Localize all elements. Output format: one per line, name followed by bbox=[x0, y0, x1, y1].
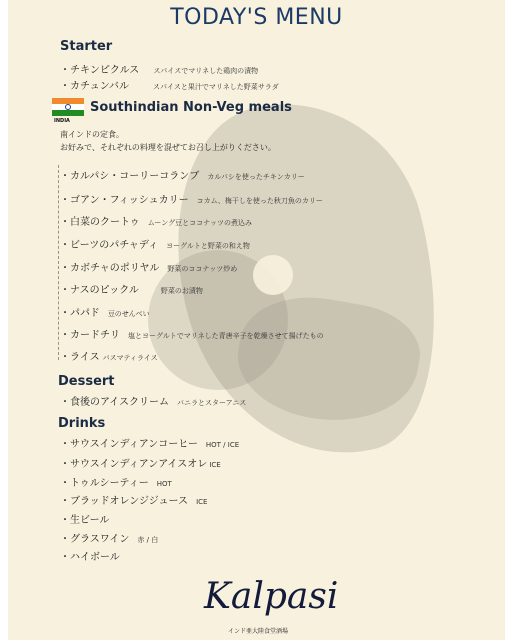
item-desc: バニラとスターアニス bbox=[177, 399, 247, 407]
menu-item bbox=[60, 492, 207, 507]
menu-item bbox=[60, 548, 120, 563]
flag-caption: INDIA bbox=[54, 118, 70, 124]
menu-item bbox=[60, 191, 323, 206]
item-name: ・白菜のクートゥ bbox=[60, 217, 140, 228]
menu-item bbox=[60, 435, 239, 450]
item-name: ・ハイボール bbox=[60, 552, 120, 563]
menu-item bbox=[60, 474, 172, 489]
item-desc: HOT bbox=[156, 480, 172, 488]
menu-item bbox=[60, 530, 158, 545]
menu-item bbox=[60, 326, 324, 341]
menu-item bbox=[60, 167, 305, 182]
menu-item bbox=[60, 348, 158, 363]
item-desc: スパイスと果汁でマリネした野菜サラダ bbox=[153, 83, 279, 91]
starter-heading: Starter bbox=[60, 39, 113, 54]
item-name: ・ライス bbox=[60, 352, 100, 363]
menu-item bbox=[60, 511, 109, 526]
item-desc: 塩とヨーグルトでマリネした青唐辛子を乾燥させて揚げたもの bbox=[128, 332, 324, 340]
item-desc: ICE bbox=[196, 498, 208, 506]
item-name: ・パパド bbox=[60, 308, 100, 319]
menu-item bbox=[60, 77, 279, 92]
drinks-heading: Drinks bbox=[58, 416, 106, 431]
item-desc: 野菜のお漬物 bbox=[160, 287, 203, 295]
item-desc: ヨーグルトと野菜の和え物 bbox=[166, 242, 250, 250]
item-desc: HOT / ICE bbox=[205, 441, 240, 449]
item-desc: バスマティライス bbox=[102, 354, 158, 362]
item-name: ・グラスワイン bbox=[60, 534, 130, 545]
item-name: ・生ビール bbox=[60, 515, 110, 526]
logo-subtitle: インド亜大陸食堂酒場 bbox=[228, 628, 289, 635]
item-name: ・サウスインディアンコーヒー bbox=[60, 439, 198, 450]
item-name: ・チキンピクルス bbox=[60, 65, 140, 76]
menu-item bbox=[60, 259, 237, 274]
item-desc: コカム、梅干しを使った秋刀魚のカリー bbox=[196, 197, 323, 205]
dessert-heading: Dessert bbox=[58, 374, 115, 389]
background-illustration bbox=[253, 255, 293, 295]
item-name: ・トゥルシーティー bbox=[60, 478, 149, 489]
item-desc: スパイスでマリネした鶏肉の漬物 bbox=[153, 67, 259, 75]
item-desc: 赤 / 白 bbox=[137, 536, 159, 544]
item-name: ・食後のアイスクリーム bbox=[60, 397, 169, 408]
page-title: TODAY'S MENU bbox=[170, 5, 343, 30]
item-desc: 豆のせんべい bbox=[107, 310, 150, 318]
menu-item bbox=[60, 455, 221, 470]
item-name: ・ブラッドオレンジジュース bbox=[60, 496, 189, 507]
restaurant-logo: Kalpasi bbox=[204, 576, 339, 617]
meals-intro: お好みで、それぞれの料理を混ぜてお召し上がりください。 bbox=[60, 143, 276, 152]
divider bbox=[58, 165, 59, 360]
item-name: ・サウスインディアンアイスオレ bbox=[60, 459, 208, 470]
menu-item bbox=[60, 213, 252, 228]
menu-item bbox=[60, 393, 246, 408]
menu-item bbox=[60, 304, 150, 319]
india-flag-icon bbox=[52, 98, 84, 116]
menu-item bbox=[60, 236, 250, 251]
item-name: ・ナスのピックル bbox=[60, 285, 139, 296]
menu-item bbox=[60, 281, 203, 296]
item-desc: カルパシを使ったチキンカリー bbox=[207, 173, 305, 181]
item-desc: ICE bbox=[209, 461, 221, 469]
item-name: ・カボチャのポリヤル bbox=[60, 263, 160, 274]
meals-heading: Southindian Non-Veg meals bbox=[90, 100, 292, 115]
menu-item bbox=[60, 61, 258, 76]
item-name: ・ビーツのパチャディ bbox=[60, 240, 159, 251]
item-desc: ムーング豆とココナッツの煮込み bbox=[147, 219, 252, 227]
meals-intro: 南インドの定食。 bbox=[60, 130, 124, 139]
item-name: ・ゴアン・フィッシュカリー bbox=[60, 195, 189, 206]
item-name: ・カードチリ bbox=[60, 330, 120, 341]
menu-card bbox=[8, 0, 505, 640]
item-desc: 野菜のココナッツ炒め bbox=[167, 265, 238, 273]
item-name: ・カルパシ・コーリーコランブ bbox=[60, 171, 200, 182]
item-name: ・カチュンバル bbox=[60, 81, 129, 92]
